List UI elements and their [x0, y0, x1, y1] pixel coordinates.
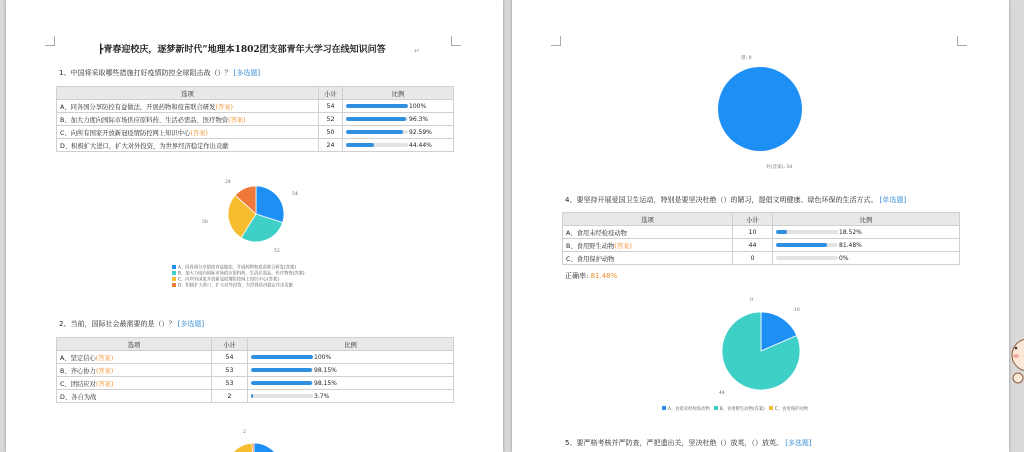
header-option: 选项	[57, 87, 319, 100]
page-corner-mark	[957, 36, 967, 46]
header-count: 小计	[212, 338, 248, 351]
question-2-table	[56, 337, 454, 403]
table-header-row	[563, 213, 960, 226]
question-3-pie-chart	[718, 67, 802, 151]
question-5-title: 5、要严格考核并严防查，严把遗出关，坚决杜绝（）放英，（）放英。 [多选题]	[565, 439, 812, 447]
legend-swatch	[172, 271, 176, 275]
table-row: B、齐心协力(答案) 53 98.15%	[57, 364, 454, 377]
header-option: 选项	[563, 213, 733, 226]
question-1-title: 1、中国将采取哪些措施打好疫情防控全球阻击战（）？ [多选题]	[59, 69, 261, 77]
table-row: A、食用未经检疫动物 10 18.52%	[563, 226, 960, 239]
table-header-row	[57, 338, 454, 351]
legend-swatch	[172, 265, 176, 269]
question-1-legend	[172, 265, 305, 289]
pie-label: 错: 0	[741, 56, 752, 61]
progress-bar	[251, 368, 313, 372]
progress-bar	[776, 256, 838, 260]
document-title: ┣青春迎校庆，逐梦新时代”地理本1802团支部青年大学习在线知识问答	[98, 45, 386, 55]
count-cell: 53	[212, 377, 248, 390]
legend-item: D、积极扩大进口，扩大对外投资，为世界经济稳定作出贡献	[172, 283, 305, 289]
count-cell: 54	[319, 100, 343, 113]
question-4-table	[562, 212, 960, 265]
count-cell: 0	[733, 252, 773, 265]
pie-label: 2	[243, 430, 246, 435]
pie-slice	[254, 443, 282, 452]
pie-label: 52	[274, 249, 280, 254]
table-row: B、食用野生动物(答案) 44 81.48%	[563, 239, 960, 252]
table-header-row	[57, 87, 454, 100]
answer-tag: (答案)	[228, 116, 246, 124]
pie-slice	[252, 443, 254, 452]
question-type-tag[interactable]: [多选题]	[177, 320, 205, 328]
count-cell: 50	[319, 126, 343, 139]
legend-swatch	[714, 406, 718, 410]
answer-tag: (答案)	[95, 354, 114, 362]
mascot-icon	[1010, 320, 1024, 390]
progress-bar	[346, 117, 408, 121]
count-cell: 44	[733, 239, 773, 252]
header-count: 小计	[733, 213, 773, 226]
pie-label: 10	[794, 308, 800, 313]
page-corner-mark	[551, 36, 561, 46]
header-option: 选项	[57, 338, 212, 351]
accuracy-value: 81.48%	[590, 272, 618, 280]
pie-label: 50	[202, 220, 208, 225]
table-row: A、坚定信心(答案) 54 100%	[57, 351, 454, 364]
question-type-tag[interactable]: [多选题]	[233, 69, 261, 77]
table-row: A、同各国分享防控有益做法，开展药物和疫苗联合研发(答案) 54 100%	[57, 100, 454, 113]
table-row: D、各自为战 2 3.7%	[57, 390, 454, 403]
accuracy-line: 正确率: 81.48%	[565, 272, 618, 280]
count-cell: 52	[319, 113, 343, 126]
progress-bar	[251, 394, 313, 398]
paragraph-mark: ↵	[414, 47, 420, 55]
legend-item: A、同各国分享防控有益做法，开展药物和疫苗联合研发(答案)	[172, 265, 305, 271]
table-row: C、向所有国家开放新冠疫情防控网上知识中心(答案) 50 92.59%	[57, 126, 454, 139]
legend-item: B、食用野生动物(答案)	[714, 407, 765, 412]
progress-bar	[251, 381, 313, 385]
legend-swatch	[662, 406, 666, 410]
progress-bar	[776, 243, 838, 247]
document-page-left	[6, 0, 503, 452]
answer-tag: (答案)	[190, 129, 208, 137]
pie-slice	[718, 67, 802, 151]
legend-item: C、向所有国家开放新冠疫情防控网上知识中心(答案)	[172, 277, 305, 283]
question-4-pie-chart	[722, 312, 800, 390]
progress-bar	[346, 130, 408, 134]
answer-tag: (答案)	[95, 380, 114, 388]
table-row: B、加大力度向国际市场供应原料药、生活必需品、医疗物资(答案) 52 96.3%	[57, 113, 454, 126]
count-cell: 24	[319, 139, 343, 152]
question-2-title: 2、当前，国际社会最需要的是（）？ [多选题]	[59, 320, 205, 328]
legend-item: C、食用保护动物	[769, 407, 808, 412]
progress-bar	[346, 104, 408, 108]
progress-bar	[776, 230, 838, 234]
pie-label: 44	[719, 391, 725, 396]
progress-bar	[346, 143, 408, 147]
progress-bar	[251, 355, 313, 359]
table-row: D、积极扩大进口，扩大对外投资，为世界经济稳定作出贡献 24 44.44%	[57, 139, 454, 152]
pie-label: 0	[750, 298, 753, 303]
table-row: C、团结应对(答案) 53 98.15%	[57, 377, 454, 390]
page-corner-mark	[45, 36, 55, 46]
legend-swatch	[172, 277, 176, 281]
header-ratio: 比例	[773, 213, 960, 226]
question-type-tag[interactable]: [单选题]	[879, 196, 907, 204]
pie-slice	[226, 443, 254, 452]
question-2-pie-chart	[226, 443, 282, 452]
pie-label: 24	[225, 180, 231, 185]
question-1-pie-chart	[228, 186, 284, 242]
header-ratio: 比例	[248, 338, 454, 351]
header-count: 小计	[319, 87, 343, 100]
pie-label: 54	[292, 192, 298, 197]
mascot-sticker	[1010, 320, 1024, 390]
question-type-tag[interactable]: [多选题]	[785, 439, 812, 447]
header-ratio: 比例	[343, 87, 454, 100]
question-1-table	[56, 86, 454, 152]
legend-swatch	[172, 283, 176, 287]
count-cell: 54	[212, 351, 248, 364]
answer-tag: (答案)	[614, 242, 632, 250]
answer-tag: (答案)	[95, 367, 114, 375]
question-4-legend	[662, 406, 808, 412]
answer-tag: (答案)	[215, 103, 233, 111]
document-page-right	[512, 0, 1009, 452]
legend-swatch	[769, 406, 773, 410]
count-cell: 10	[733, 226, 773, 239]
legend-item: B、加大力度向国际市场供应原料药、生活必需品、医疗物资(答案)	[172, 271, 305, 277]
table-row: C、食用保护动物 0 0%	[563, 252, 960, 265]
count-cell: 53	[212, 364, 248, 377]
count-cell: 2	[212, 390, 248, 403]
legend-item: A、食用未经检疫动物	[662, 407, 710, 412]
page-corner-mark	[451, 36, 461, 46]
pie-label: 对(答案): 54	[766, 165, 793, 170]
question-4-title: 4、要坚持开展爱国卫生运动，特别是要坚决杜绝（）的陋习，提倡文明健康、绿色环保的生活方式。 [单选题]	[565, 196, 907, 204]
